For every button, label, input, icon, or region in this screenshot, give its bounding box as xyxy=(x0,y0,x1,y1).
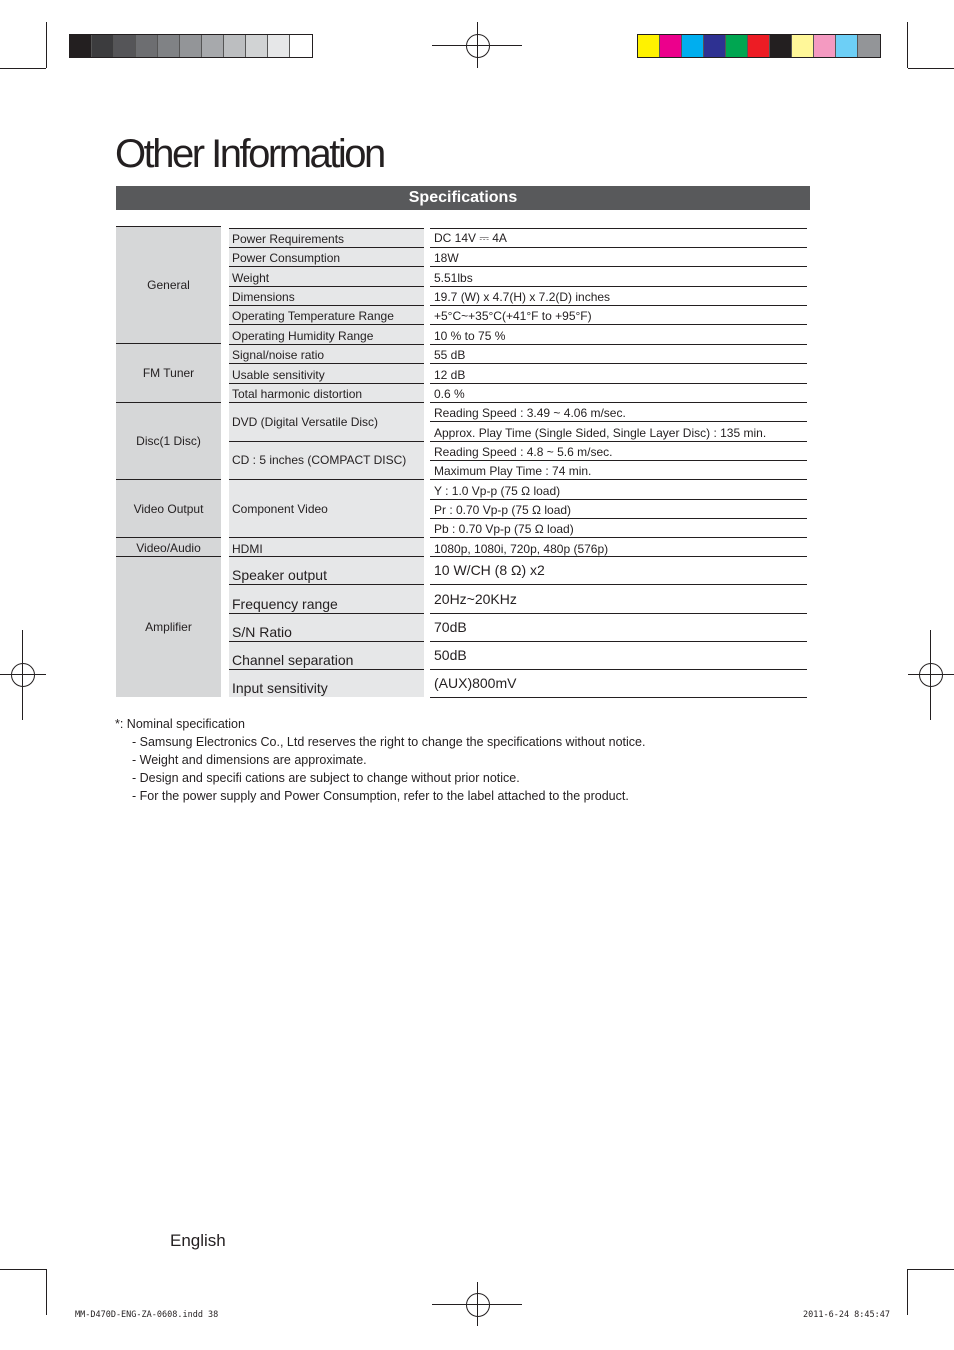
spec-value: Pr : 0.70 Vp-p (75 Ω load) xyxy=(430,499,807,518)
spec-value: 1080p, 1080i, 720p, 480p (576p) xyxy=(430,537,807,557)
page-language: English xyxy=(170,1231,226,1250)
spec-label: Speaker output xyxy=(229,556,424,584)
spec-value: 5.51lbs xyxy=(430,266,807,286)
spec-value: Reading Speed : 4.8 ~ 5.6 m/sec. xyxy=(430,441,807,460)
color-swatch xyxy=(660,35,682,57)
spec-label: Frequency range xyxy=(229,584,424,613)
spec-label: Channel separation xyxy=(229,641,424,669)
spec-value: Approx. Play Time (Single Sided, Single Layer Disc) : 135 min. xyxy=(430,421,807,441)
footnote-item: - Samsung Electronics Co., Ltd reserves the right to change the specifications without notice. xyxy=(132,735,646,749)
color-swatch xyxy=(770,35,792,57)
spec-value: Maximum Play Time : 74 min. xyxy=(430,460,807,479)
color-swatch xyxy=(682,35,704,57)
spec-value: 0.6 % xyxy=(430,383,807,402)
color-swatch xyxy=(114,35,136,57)
footnote-head: *: Nominal specification xyxy=(115,717,245,731)
color-swatch xyxy=(858,35,880,57)
spec-value: DC 14V ⎓ 4A xyxy=(430,228,807,247)
group-video-output: Video Output xyxy=(116,479,221,538)
spec-value: 70dB xyxy=(430,613,807,641)
group-video-audio: Video/Audio xyxy=(116,537,221,557)
spec-label: Dimensions xyxy=(229,286,424,305)
group-disc: Disc(1 Disc) xyxy=(116,402,221,479)
spec-value: 10 W/CH (8 Ω) x2 xyxy=(430,556,807,584)
footnote-item: - For the power supply and Power Consumption, refer to the label attached to the product. xyxy=(132,789,629,803)
color-swatch xyxy=(268,35,290,57)
color-swatch xyxy=(792,35,814,57)
color-swatch xyxy=(638,35,660,57)
table-bottom-rule xyxy=(430,697,807,698)
spec-value: 10 % to 75 % xyxy=(430,324,807,344)
spec-label: Operating Temperature Range xyxy=(229,305,424,324)
spec-value: 19.7 (W) x 4.7(H) x 7.2(D) inches xyxy=(430,286,807,305)
section-header: Specifications xyxy=(116,186,810,210)
registration-mark-icon xyxy=(11,663,35,687)
spec-label: Total harmonic distortion xyxy=(229,383,424,402)
spec-value: 50dB xyxy=(430,641,807,669)
color-swatch xyxy=(224,35,246,57)
spec-label: S/N Ratio xyxy=(229,613,424,641)
color-swatch xyxy=(180,35,202,57)
spec-label: Power Consumption xyxy=(229,247,424,266)
spec-label: CD : 5 inches (COMPACT DISC) xyxy=(229,441,424,479)
gray-swatch-bar xyxy=(69,34,313,58)
spec-label: DVD (Digital Versatile Disc) xyxy=(229,402,424,441)
group-fm-tuner: FM Tuner xyxy=(116,343,221,402)
registration-mark-icon xyxy=(466,1293,490,1317)
color-swatch xyxy=(202,35,224,57)
color-swatch xyxy=(92,35,114,57)
spec-value: Y : 1.0 Vp-p (75 Ω load) xyxy=(430,479,807,499)
registration-mark-icon xyxy=(919,663,943,687)
spec-value: Pb : 0.70 Vp-p (75 Ω load) xyxy=(430,518,807,537)
spec-label: Operating Humidity Range xyxy=(229,324,424,344)
spec-label: Input sensitivity xyxy=(229,669,424,697)
spec-value: 55 dB xyxy=(430,344,807,363)
color-swatch xyxy=(246,35,268,57)
group-general: General xyxy=(116,226,221,343)
spec-label: Component Video xyxy=(229,479,424,538)
spec-value: 12 dB xyxy=(430,363,807,383)
spec-label: Usable sensitivity xyxy=(229,363,424,383)
spec-label: Power Requirements xyxy=(229,228,424,247)
color-swatch xyxy=(136,35,158,57)
spec-label: Weight xyxy=(229,266,424,286)
footnotes xyxy=(115,715,645,805)
group-amplifier: Amplifier xyxy=(116,556,221,697)
spec-value: 20Hz~20KHz xyxy=(430,584,807,613)
page-title: Other Information xyxy=(115,132,384,176)
color-swatch xyxy=(814,35,836,57)
slug-left: MM-D470D-ENG-ZA-0608.indd 38 xyxy=(75,1310,219,1320)
color-swatch xyxy=(748,35,770,57)
color-swatch xyxy=(70,35,92,57)
slug-right: 2011-6-24 8:45:47 xyxy=(803,1310,890,1320)
color-swatch xyxy=(704,35,726,57)
spec-label: Signal/noise ratio xyxy=(229,344,424,363)
spec-value: 18W xyxy=(430,247,807,266)
footnote-item: - Weight and dimensions are approximate. xyxy=(132,753,367,767)
color-swatch xyxy=(836,35,858,57)
spec-value: (AUX)800mV xyxy=(430,669,807,697)
spec-value: +5°C~+35°C(+41°F to +95°F) xyxy=(430,305,807,324)
spec-label: HDMI xyxy=(229,537,424,557)
registration-mark-icon xyxy=(466,34,490,58)
color-swatch xyxy=(158,35,180,57)
color-swatch xyxy=(726,35,748,57)
color-swatch xyxy=(290,35,312,57)
color-swatch-bar xyxy=(637,34,881,58)
spec-value: Reading Speed : 3.49 ~ 4.06 m/sec. xyxy=(430,402,807,421)
footnote-item: - Design and specifi cations are subject to change without prior notice. xyxy=(132,771,520,785)
